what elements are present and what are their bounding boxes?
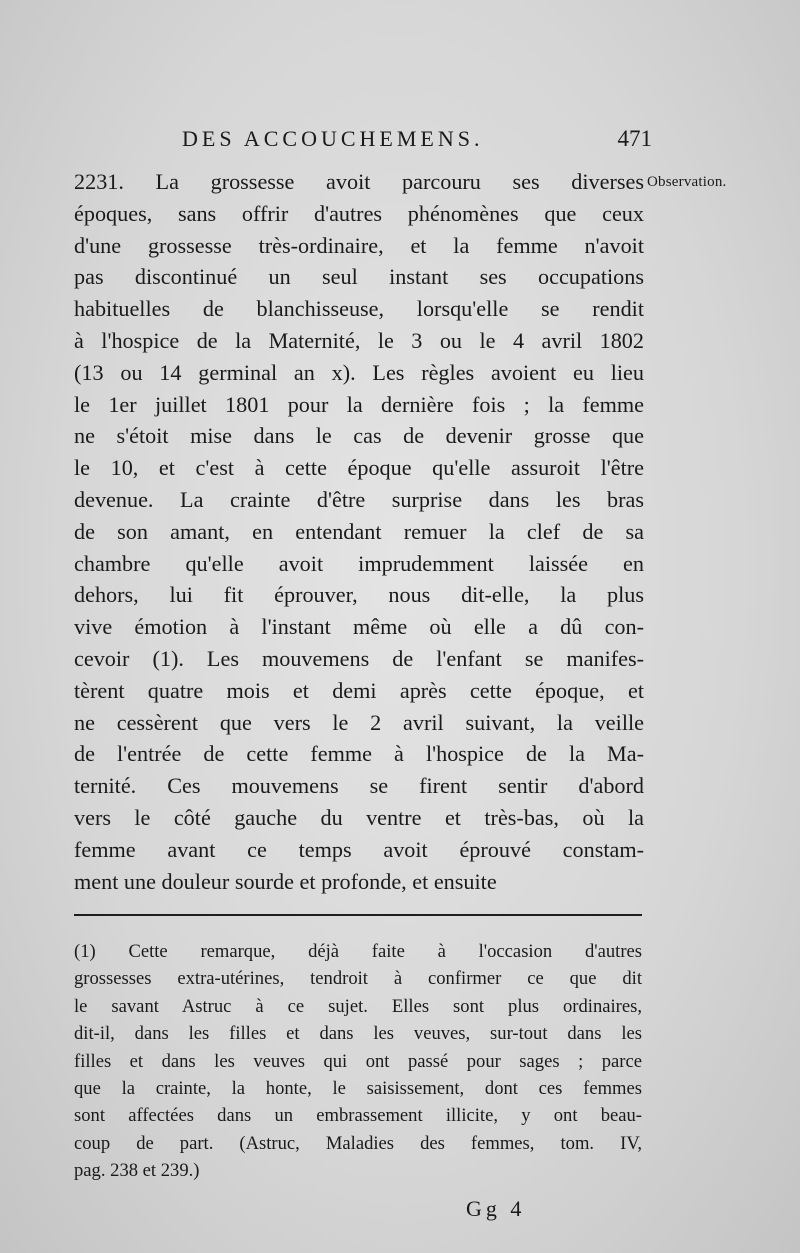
text-line: le 1er juillet 1801 pour la dernière fois ; la femme — [74, 391, 644, 417]
text-line: de l'entrée de cette femme à l'hospice de la Ma- — [74, 741, 644, 767]
footnote-line: dit-il, dans les filles et dans les veuves, sur-tout dans les — [74, 1023, 642, 1045]
page-number: 471 — [617, 126, 652, 151]
text-line: le 10, et c'est à cette époque qu'elle assuroit l'être — [74, 455, 644, 481]
footnote-line: sont affectées dans un embrassement illicite, y ont beau- — [74, 1105, 642, 1127]
text-line: (13 ou 14 germinal an x). Les règles avoient eu lieu — [74, 359, 644, 385]
text-line: ne s'étoit mise dans le cas de devenir grosse que — [74, 423, 644, 449]
running-head: DES ACCOUCHEMENS. — [182, 126, 484, 151]
margin-note: Observation. — [647, 174, 727, 190]
text-line: pas discontinué un seul instant ses occupations — [74, 264, 644, 290]
footnote-line: grossesses extra-utérines, tendroit à confirmer ce que dit — [74, 968, 642, 990]
footnote — [74, 938, 642, 1185]
text-line: époques, sans offrir d'autres phénomènes que ceux — [74, 200, 644, 226]
text-line: ment une douleur sourde et profonde, et ensuite — [74, 868, 497, 894]
main-text — [74, 166, 644, 897]
footnote-line: pag. 238 et 239.) — [74, 1160, 200, 1182]
footnote-line: coup de part. (Astruc, Maladies des femmes, tom. IV, — [74, 1132, 642, 1154]
text-line: 2231. La grossesse avoit parcouru ses diverses — [74, 169, 644, 194]
text-line: vive émotion à l'instant même où elle a dû con- — [74, 614, 644, 640]
text-line: ne cessèrent que vers le 2 avril suivant, la veille — [74, 709, 644, 735]
footnote-line: filles et dans les veuves qui ont passé pour sages ; parce — [74, 1050, 642, 1072]
text-line: à l'hospice de la Maternité, le 3 ou le 4 avril 1802 — [74, 327, 644, 353]
text-line: de son amant, en entendant remuer la clef de sa — [74, 518, 644, 544]
footnote-line: que la crainte, la honte, le saisissement, dont ces femmes — [74, 1077, 642, 1099]
text-line: tèrent quatre mois et demi après cette époque, et — [74, 677, 644, 703]
text-line: d'une grossesse très-ordinaire, et la femme n'avoit — [74, 232, 644, 258]
text-line: chambre qu'elle avoit imprudemment laissée en — [74, 550, 644, 576]
text-line: vers le côté gauche du ventre et très-bas, où la — [74, 804, 644, 830]
footnote-line: le savant Astruc à ce sujet. Elles sont plus ordinaires, — [74, 995, 642, 1017]
text-line: devenue. La crainte d'être surprise dans les bras — [74, 486, 644, 512]
text-line: habituelles de blanchisseuse, lorsqu'elle se rendit — [74, 296, 644, 322]
signature-mark: Gg 4 — [466, 1196, 526, 1221]
footnote-rule — [74, 914, 642, 916]
text-line: dehors, lui fit éprouver, nous dit-elle, la plus — [74, 582, 644, 608]
page-header — [182, 126, 652, 160]
footnote-line: (1) Cette remarque, déjà faite à l'occasion d'autres — [74, 941, 642, 962]
text-line: ternité. Ces mouvemens se firent sentir d'abord — [74, 773, 644, 799]
text-line: cevoir (1). Les mouvemens de l'enfant se manifes- — [74, 645, 644, 671]
text-line: femme avant ce temps avoit éprouvé constam- — [74, 836, 644, 862]
